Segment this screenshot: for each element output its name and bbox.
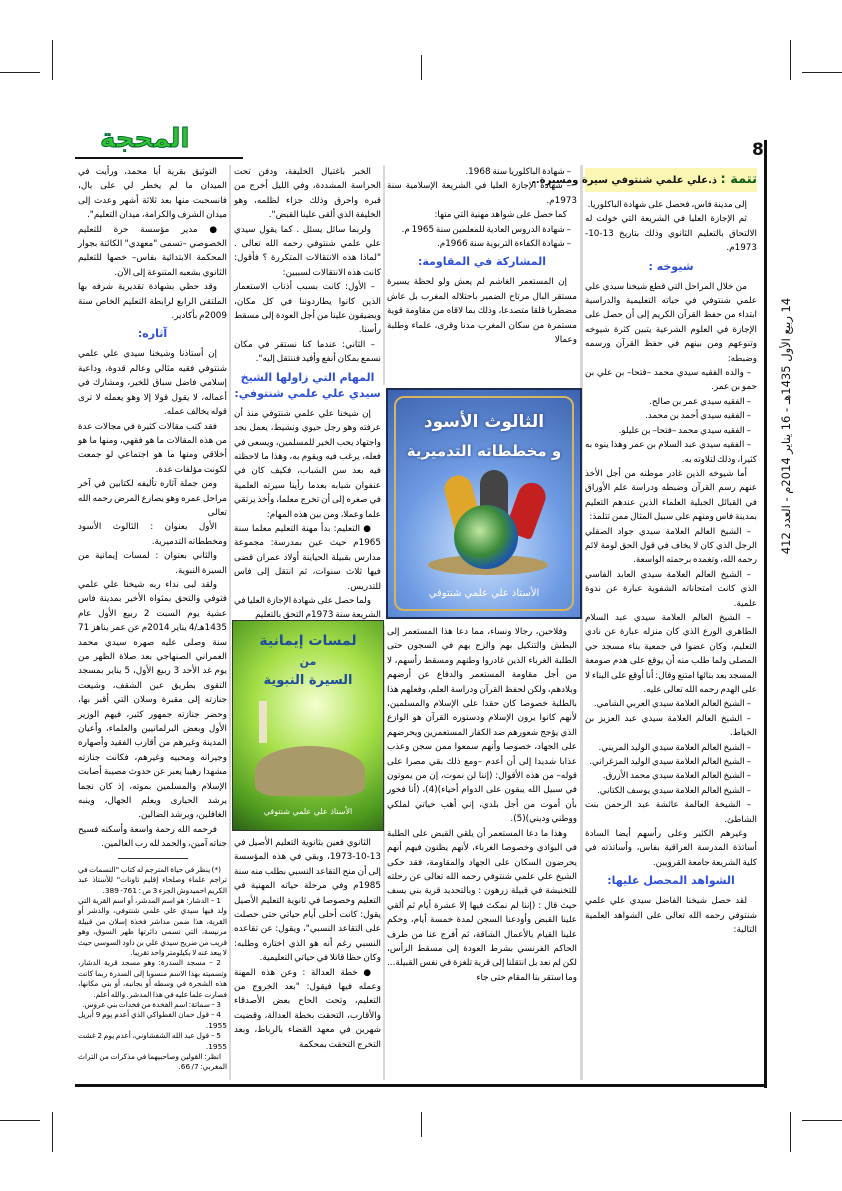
column-divider bbox=[383, 165, 385, 385]
column-3-bottom bbox=[234, 836, 381, 1078]
paragraph: أما شيوخه الذين غادر موطنه من أجل الأخذ عنهم رسم القرآن وضبطه ودراسة علم الأوراق في القبائل الجبلية العلماء الذين عندهم التعليم بمدينة فاس ومنهم على سبيل المثال ممن تتلمذ: bbox=[585, 468, 757, 523]
footnote: انظر: القولين وصاحبيهما في مذكرات من التراث المغربي: 7/ 66. bbox=[78, 1052, 227, 1072]
section-heading: المشاركة في المقاومة: bbox=[417, 255, 547, 269]
paragraph: – الفقيه سيدي أحمد بن محمد. bbox=[645, 411, 751, 422]
paragraph: – الشيخ العالم العلامة سيدي عبد السلام الطاهري الورع الذي كان منزله عبارة عن نادي التعليم، وكان عضوا في جمعية بناء مسجد حي المصلى ولما طلب منه أن يوقع على هدم صومعة المسجد بعد بنائها امتنع وقال: أنا أوقع على البناء لا على الهدم رحمه الله تعالى عليه. bbox=[585, 612, 757, 695]
section-heading: المهام التي زاولها الشيخ سيدي علي علمي شنتوفي: bbox=[234, 370, 381, 400]
paragraph: والثاني بعنوان : لمسات إيمانية من السيرة النبوية. bbox=[78, 551, 227, 576]
paragraph: إلى مدينة فاس، فحصل على شهادة الباكلوريا. bbox=[587, 200, 747, 210]
paragraph: كما حصل على شواهد مهنية التي منها: bbox=[434, 210, 567, 221]
paragraph: من خلال المراحل التي قطع شيخنا سيدي علي علمي شنتوفي في حياته التعليمية والدراسية ابتداء من حفظ القرآن الكريم إلى أن حصل على الإجازة في العلوم الشرعية يتبين كثرة شيوخه وتنوعهم ومن بينهم في حفظ القرآن ورسمه وضبطه: bbox=[585, 281, 757, 364]
column-divider bbox=[580, 165, 583, 1080]
paragraph: الأول بعنوان : الثالوث الأسود ومخططاته التدميرية. bbox=[78, 522, 227, 547]
crop-mark bbox=[790, 40, 791, 80]
paragraph: ولربما سائل يسئل . كما يقول سيدي علي علمي شنتوفي رحمه الله تعالى . "لماذا هذه الانتقالات المتكررة ؟ فأقول: كانت هذه الانتقالات لسببين: bbox=[234, 224, 381, 278]
crop-mark bbox=[0, 72, 40, 73]
bottom-rule bbox=[75, 1084, 765, 1087]
book-title: لمسات إيمانية bbox=[259, 633, 357, 649]
crop-mark bbox=[790, 1112, 791, 1152]
column-4 bbox=[78, 165, 227, 1078]
cave-illustration bbox=[255, 746, 365, 796]
paragraph: – الشيخ العالم العلامة سيدي عبد العزيز بن الخياط. bbox=[585, 713, 757, 739]
paragraph: فقد كتب مقالات كثيرة في مجالات عدة من هذه المقالات ما هو فقهي، ومنها ما هو أخلاقي ومنها ما هو اجتماعي لو جمعت لكونت مؤلفات عدة. bbox=[78, 421, 227, 475]
footnote: 4 – قول حمان الفطواكي الذي أعدم يوم 9 أبريل 1955. bbox=[78, 1010, 227, 1030]
paragraph: وهذا ما دعا المستعمر أن يلقي القبض على الطلبة في البوادي وخصوصا الغرباء، لأنهم يظنون فيهم أنهم يحرضون السكان على الجهاد والمقاومة، فقد حكى الشيخ علي علمي شنتوفي رحمه الله تعالى عن رحلته للتخنيشة في قبيلة زرهون : وبالتحديد قرية بني يسف حيث قال : (إننا لم نمكث فيها إلا عشرة أيام ثم ألقي علينا القبض وأودعنا السجن لمدة خمسة أيام، وحكم علينا القيام بالأعمال الشاقة، ثم أفرج عنا من طرف الحاكم الفرنسي بشرط العودة إلى مسقط الرأس، لكن لم نعد بل انتقلنا إلى قرية تلغزة في نفس القبيلة... وما استقر بنا المقام حتى جاء bbox=[387, 828, 577, 983]
paragraph: – شهادة الكفاءة التربوية سنة 1966م. bbox=[436, 239, 571, 250]
magazine-logo: المحجة bbox=[100, 124, 190, 154]
side-rule bbox=[764, 140, 767, 1088]
column-3-top bbox=[234, 165, 381, 621]
paragraph: ولقد لبى نداء ربه شيخنا علي علمي فتوفي والتحق بمثواه الأخير بمدينة فاس عشية يوم السبت 2 ربيع الأول عام 1435هـ/4 يناير 2014م عن عمر يناهز 71 سنة وصلى عليه صهره سيدي محمد العمراني الصنهاجي بعد صلاة الظهر من يوم غد الأحد 3 ربيع الأول، 5 يناير بمسجد التقوى بطريق عين الشقف، وشيعت جنازته إلى مقبرة وسلان التي أقبر بها، وحضر جنازته جمهور كثير، فيهم الوزير الأول وبعض البرلمانيين والعلماء، وأعيان المدينة وغيرهم من أقارب الفقيد وأصهاره وجيرانه ومحبيه وغيرهم، فكانت جنازته مشهدا رهيبا يعبر عن حدوث مصيبة أصابت الإسلام والمسلمين بموته، إذ كان نجما يرشد الحيارى ويعلم الجهال، وينبه الغافلين، ويرشد الضالين. bbox=[78, 579, 227, 821]
paragraph: – شهادة الإجازة العليا في الشريعة الإسلامية سنة 1973م. bbox=[387, 181, 577, 206]
paragraph: – الشيخة العالمة عائشة عبد الرحمن بنت الشاطئ. bbox=[585, 800, 757, 825]
paragraph: – شهادة الباكلوريا سنة 1968. bbox=[465, 167, 571, 177]
paragraph: – الثاني: عندما كنا نستقر في مكان نسمع بمكان أنفع وأفيد فننتقل إليه". bbox=[234, 339, 381, 365]
crop-mark bbox=[802, 1120, 842, 1121]
paragraph: – الفقيه سيدي عبد السلام بن عمر وهذا ينوه به كثيرا، وذلك لتلاوته به. bbox=[585, 440, 757, 465]
paragraph: – الشيخ العالم العلامة سيدي الوليد المزغراني. bbox=[589, 757, 751, 768]
book-subtitle: و مخططاته التدميرية bbox=[406, 442, 562, 460]
paragraph: فرحمه الله رحمة واسعة وأسكنه فسيح جناته آمين، والحمد لله رب العالمين. bbox=[78, 824, 227, 850]
paragraph: – الشيخ العالم العلامة سيدي جواد الصقلي الرجل الذي كان لا يخاف في قول الحق لومة لائم رحمه الله، وتغمده برحمته الواسعة. bbox=[585, 526, 757, 566]
section-heading: الشواهد المحصل عليها: bbox=[607, 874, 735, 888]
column-4-body bbox=[78, 165, 227, 852]
column-2-top bbox=[387, 165, 577, 387]
header-rule bbox=[75, 157, 243, 159]
crop-mark bbox=[421, 1112, 422, 1137]
paragraph: – الفقيه سيدي عمر بن صالح. bbox=[649, 396, 751, 407]
crop-mark bbox=[802, 72, 842, 73]
book-author: الأستاذ علي علمي شنتوفي bbox=[428, 588, 540, 599]
paragraph: – الشيخ العالم العلامة سيدي محمد الأزرق. bbox=[602, 771, 751, 782]
column-1 bbox=[585, 198, 757, 1078]
book-author: الأستاذ علي علمي شنتوفي bbox=[263, 807, 353, 816]
footnote-rule bbox=[118, 858, 188, 859]
footnotes bbox=[78, 865, 227, 1073]
footnote: 3 – سماتة: اسم الفخدة من فخدات بني عروس. bbox=[82, 999, 221, 1009]
crop-mark bbox=[52, 40, 53, 80]
banner-lead: تتمة : bbox=[720, 172, 757, 187]
continuation-banner bbox=[532, 168, 757, 192]
paragraph: – الشيخ العالم العلامة سيدي الوليد المريني. bbox=[598, 742, 751, 753]
footnote: 2 – مسجد السدرة: وهو مسجد قرية الدشار، وتسميته بهذا الاسم منسوبا إلى السدرة ربما كانت هذه الشجرة في وسطه أو بجانبه، أو بني مكانها، فصارت علما عليه في هذا المدشر. والله أعلم. bbox=[78, 958, 227, 999]
column-2-bottom bbox=[387, 625, 577, 1077]
paragraph: وغيرهم الكثير وعلى رأسهم أيضا السادة أساتذة المدرسة العراقية بفاس، وأساتذته في كلية الشريعة جامعة القرويين. bbox=[585, 829, 757, 868]
crop-mark bbox=[421, 55, 422, 80]
column-divider bbox=[229, 165, 231, 1080]
section-heading: آثاره: bbox=[137, 327, 168, 341]
article-title: ذ.علي علمي شنتوفي سيرة ومسيرة.. bbox=[532, 175, 717, 186]
paragraph: ثم الإجازة العليا في الشريعة التي خولت له الالتحاق بالتعليم الثانوي وذلك بتاريخ 13-10-1973م. bbox=[585, 214, 757, 254]
crop-mark bbox=[52, 1112, 53, 1152]
paragraph: وقد حظي بشهادة تقديرية شرفه بها الملتقى الرابع لرابطة التعليم الخاص سنة 2009م بأكادير. bbox=[78, 282, 227, 322]
paragraph: – الفقيه سيدي محمد –فتحا– بن عليلو. bbox=[618, 425, 751, 436]
paragraph: لقد حصل شيخنا الفاضل سيدي علي علمي شنتوفي رحمه الله تعالى على الشواهد العلمية التالية: bbox=[585, 896, 757, 936]
paragraph: – الأول: كانت بسبب أذناب الاستعمار الذين كانوا يطاردوننا في كل مكان، ويضيقون علينا من أجل العودة إلى مسقط رأسنا. bbox=[234, 282, 381, 336]
book-title-connector: من bbox=[299, 655, 317, 668]
paragraph: ● خطة العدالة : وعن هذه المهنة وعمله فيها فيقول: "بعد الخروج من التعليم، وتحت الحاح بعض الأصدقاء والأقارب، التحقت بخطة العدالة، وقضيت شهرين في معهد القضاء بالرباط، وبعد التخرج التحقت بمحكمة bbox=[234, 967, 381, 1050]
book-cover-faith-touches bbox=[232, 620, 384, 831]
paragraph: – والده الفقيه سيدي محمد –فتحا– بن علي بن حمو بن عمر. bbox=[585, 368, 757, 393]
issue-date-line: 14 ربيع الأول 1435هـ - 16 يناير 2014م - العدد 412 bbox=[779, 297, 793, 555]
paragraph: – الشيخ العالم العلامة سيدي العربي الشامي. bbox=[593, 699, 751, 710]
minaret-illustration bbox=[259, 701, 267, 743]
footnote: (*) ينظر في حياة المترجم له كتاب "النسمات في تراجم علماء وصلحاء إقليم تاونات" للأستاذ عبد الكريم احميدوش الجزء 3 ص : 761- 389. bbox=[78, 864, 227, 895]
paragraph: ولما حصل على شهادة الإجازة العليا في الشريعة سنة 1973م التحق بالتعليم bbox=[234, 595, 381, 621]
crop-mark bbox=[0, 1120, 40, 1121]
paragraph: إن المستعمر الغاشم لم يعش ولو لحظة يسيرة مستقر البال مرتاح الضمير باحتلاله المغرب بل عاش مضطربا قلقا متصدعا، وذلك بما لاقاه من مقاومة قوية مستمرة من سكان المغرب مدنا وقرى، علماء وطلبة وعمالا bbox=[387, 277, 577, 346]
paragraph: – شهادة الدروس العادية للمعلمين سنة 1965 م. bbox=[401, 224, 571, 235]
book-subtitle: السيرة النبوية bbox=[263, 673, 353, 688]
book-title: الثالوث الأسود bbox=[423, 412, 545, 432]
paragraph: إن أستاذنا وشيخنا سيدي علي علمي شنتوفي فقيه مثالي وعالم قدوة، وداعية إسلامي فاضل سباق للخير، ومشارك في أعماله، لا يقول قولا إلا وهو يعمله لا ترى قوله يخالف عمله. bbox=[78, 349, 227, 418]
paragraph: التوثيق بقرية أبا محمد، ورأيت في الميدان ما لم يخطر لي على بال، فانسحبت منها بعد ثلاثة أشهر وعدت إلى ميدان الشرف والكرامة، ميدان التعليم". bbox=[78, 167, 227, 221]
section-heading: شيوخه : bbox=[648, 259, 694, 273]
footnote: 1 – الدشار: هو اسم المدشر، أو اسم القرية التي ولد فيها سيدي علي علمي شنتوفي، والدشر أو القرية، هذا ضمن مداشر فخذة إسلان من قبيلة مرنيسة، التي تسمى دائرتها ظهر السوق، وهو قريب من ضريح سيدي علي بن داود السوسي حيث لا يبعد عنه لا بكيلومتر واحد تقريبا. bbox=[78, 895, 227, 957]
globe-illustration bbox=[454, 505, 518, 569]
paragraph: وفلاحين، رجالا ونساء، مما دعا هذا المستعمر إلى البطش والتنكيل بهم والزج بهم في السجون حتى الطلبة الغرباء الذين غادروا وطنهم ومسقط رأسهم، لا من أجل مقاومة المستعمر والدفاع عن أرضهم وبلادهم، ولكن لحفظ القرآن ودراسة العلم، وفعلهم هذا بالطلبة خصوصا كان حقدا على الإسلام والمسلمين، لأنهم كانوا يرون الإسلام ودستوره القرآن هو الوازع الذي يؤجج شعورهم ضد الكفار المستعمرين ويحرضهم على الجهاد، خصوصا وأنهم سمعوا ممن سجن وعذب عذابا شديدا إلى أن أعدم –ومع ذلك بقي مصرا على قوله– من هذه الأقوال: (إننا لن نموت، إن من يموتون في سبيل الله يبقون على الدوام أحياء)(4)، (أنا فخور بأن أموت من أجل بلدي، إني أهب حياتي لملكي ووطني وديني)(5). bbox=[387, 627, 578, 825]
paragraph: الخبر باغتيال الخليفة، ودفن تحت الحراسة المشددة، وفي الليل أخرج من قبره واحرق وذلك جزاء لظلمه، وهو الخليفة الذي ألقى علينا القبض". bbox=[234, 167, 381, 221]
paragraph: ● التعليم: بدأ مهنة التعليم معلما سنة 1965م حيث عين بمدرسة: مجموعة مدارس بقبيلة الحياينة أولاد عمران قضى فيها ثلاث سنوات، ثم انتقل إلى فاس للتدريس. bbox=[234, 523, 381, 592]
book-cover-black-trinity bbox=[386, 388, 582, 619]
paragraph: – الشيخ العالم العلامة سيدي يوسف الكتاني. bbox=[596, 785, 751, 796]
paragraph: ● مدير مؤسسة حرة للتعليم الخصوصي –تسمى "معهدي" الكائنة بجوار المحكمة الابتدائية بفاس– خصها للتعليم الثانوي بشعبه المتنوعة إلى الآن. bbox=[78, 224, 227, 278]
paragraph: ومن جملة آثاره تأليفه لكتابين في آخر مراحل عمره وهو يصارع المرض رحمه الله تعالى bbox=[78, 479, 227, 518]
paragraph: إن شيخنا علي علمي شنتوفي منذ أن عرفته وهو رجل حيوي ونشيط، يعمل بجد واجتهاد يحب الخير للمسلمين، ويسعى في فعله، يرغب فيه ويقوم به، وهذا ما لاحظته فيه بعد سن الشباب، فكيف كان في عنفوان شبابه بعدما رأينا سيرته العلمية في صغره إلى أن تخرج معلما، وأخذ يرتقي علما وعملا، ومن بين هذه المهام: bbox=[234, 408, 381, 520]
page-number: 8 bbox=[752, 140, 764, 160]
paragraph: الثانوي فعين بثانوية التعليم الأصيل في 13-10-1973، وبقي في هذه المؤسسة إلى أن منح التقاعد النسبي بطلب منه سنة 1985م وفي مرحلة حياته المهنية في التعليم وخصوصا في ثانوية التعليم الأصيل يقول: كانت أحلى أيام حياتي حتى حصلت على التقاعد النسبي"، ويقول: عن تقاعده النسبي رغم أنه هو الذي اختاره وطلبه: وكان حظا قاتلا في حياتي التعليمية. bbox=[234, 838, 381, 964]
footnote: 5 – قول عبد الله الشفشاوني، أعدم يوم 2 غشت 1955. bbox=[78, 1031, 227, 1051]
paragraph: – الشيخ العالم العلامة سيدي العابد الفاسي الذي كانت امتحاناته الشفوية عبارة عن ندوة علمية. bbox=[585, 569, 757, 609]
